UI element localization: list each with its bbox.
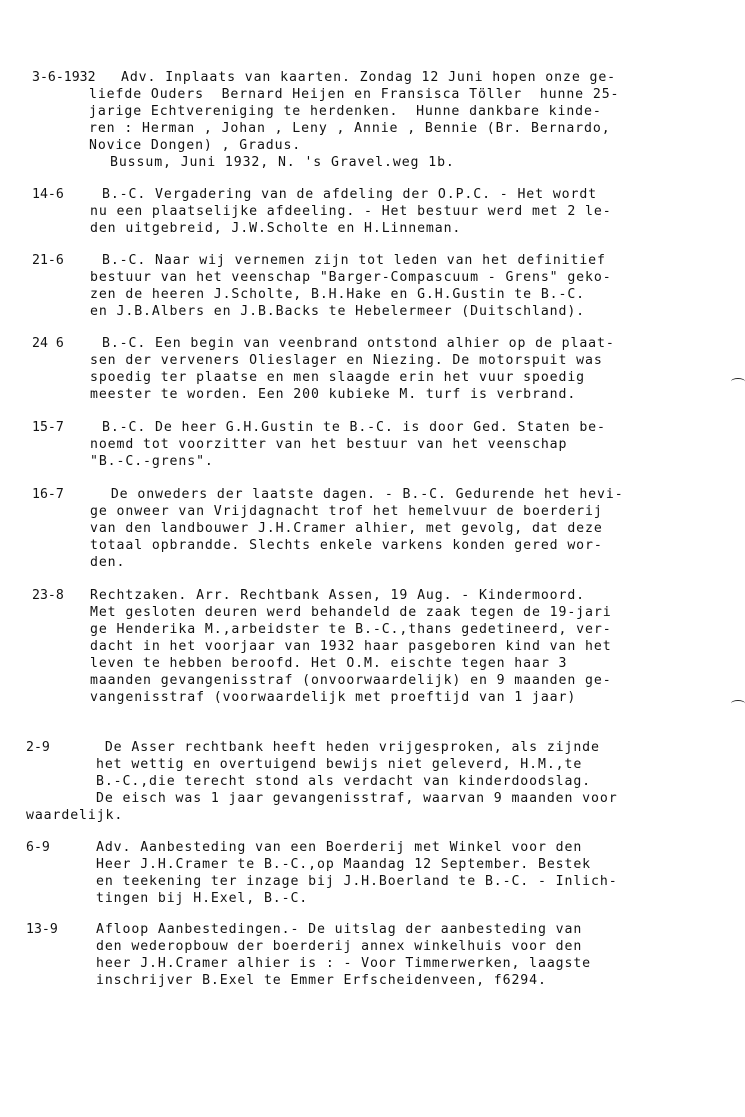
entry-line: De onweders der laatste dagen. - B.-C. Gedurende het hevi-	[102, 487, 624, 502]
entry-line: nu een plaatselijke afdeeling. - Het bestuur werd met 2 le-	[90, 204, 612, 219]
entry-line: leven te hebben beroofd. Het O.M. eischte tegen haar 3	[90, 656, 568, 671]
entry-line: Bussum, Juni 1932, N. 's Gravel.weg 1b.	[110, 155, 455, 170]
margin-mark	[731, 378, 745, 385]
entry-line: en teekening ter inzage bij J.H.Boerland te B.-C. - Inlich-	[96, 874, 618, 889]
entry-line: den uitgebreid, J.W.Scholte en H.Linneman.	[90, 221, 462, 236]
entry-date: 2-9	[26, 740, 50, 755]
entry-line: meester te worden. Een 200 kubieke M. turf is verbrand.	[90, 387, 577, 402]
entry-line: Rechtzaken. Arr. Rechtbank Assen, 19 Aug. - Kindermoord.	[90, 588, 586, 603]
entry-line: sen der verveners Olieslager en Niezing. De motorspuit was	[90, 353, 603, 368]
entry-line: maanden gevangenisstraf (onvoorwaardelijk) en 9 maanden ge-	[90, 673, 612, 688]
entry-line: totaal opbrandde. Slechts enkele varkens konden gered wor-	[90, 538, 603, 553]
entry-line: B.-C. De heer G.H.Gustin te B.-C. is door Ged. Staten be-	[102, 420, 606, 435]
entry-date: 13-9	[26, 922, 58, 937]
entry-line: ge onweer van Vrijdagnacht trof het hemelvuur de boerderij	[90, 504, 603, 519]
entry-line: B.-C. Naar wij vernemen zijn tot leden van het definitief	[102, 253, 606, 268]
margin-mark	[731, 700, 745, 707]
entry-line: noemd tot voorzitter van het bestuur van het veenschap	[90, 437, 568, 452]
entry-line: van den landbouwer J.H.Cramer alhier, met gevolg, dat deze	[90, 521, 603, 536]
entry-line: zen de heeren J.Scholte, B.H.Hake en G.H.Gustin te B.-C.	[90, 287, 586, 302]
entry-line: liefde Ouders Bernard Heijen en Fransisca Töller hunne 25-	[89, 87, 620, 102]
entry-line: De Asser rechtbank heeft heden vrijgesproken, als zijnde	[96, 740, 600, 755]
entry-line: bestuur van het veenschap "Barger-Compascuum - Grens" geko-	[90, 270, 612, 285]
entry-line: heer J.H.Cramer alhier is : - Voor Timmerwerken, laagste	[96, 956, 592, 971]
entry-line: B.-C.,die terecht stond als verdacht van kinderdoodslag.	[96, 774, 592, 789]
entry-line: dacht in het voorjaar van 1932 haar pasgeboren kind van het	[90, 639, 612, 654]
entry-line: "B.-C.-grens".	[90, 454, 214, 469]
entry-line: den.	[90, 555, 126, 570]
entry-line: inschrijver B.Exel te Emmer Erfscheidenveen, f6294.	[96, 973, 547, 988]
entry-date: 23-8	[32, 588, 64, 603]
entry-line: B.-C. Vergadering van de afdeling der O.P.C. - Het wordt	[102, 187, 598, 202]
entry-line: en J.B.Albers en J.B.Backs te Hebelermeer (Duitschland).	[90, 304, 586, 319]
entry-date: 14-6	[32, 187, 64, 202]
entry-date: 6-9	[26, 840, 50, 855]
entry-line: ge Henderika M.,arbeidster te B.-C.,thans gedetineerd, ver-	[90, 622, 612, 637]
entry-line: Adv. Aanbesteding van een Boerderij met Winkel voor den	[96, 840, 583, 855]
entry-line: Met gesloten deuren werd behandeld de zaak tegen de 19-jari	[90, 605, 612, 620]
entry-line: Novice Dongen) , Gradus.	[89, 138, 302, 153]
entry-line: vangenisstraf (voorwaardelijk met proeftijd van 1 jaar)	[90, 690, 577, 705]
entry-line: tingen bij H.Exel, B.-C.	[96, 891, 309, 906]
entry-date: 3-6-1932	[32, 70, 96, 85]
entry-line: het wettig en overtuigend bewijs niet geleverd, H.M.,te	[96, 757, 583, 772]
entry-line: ren : Herman , Johan , Leny , Annie , Bennie (Br. Bernardo,	[89, 121, 611, 136]
entry-line: spoedig ter plaatse en men slaagde erin het vuur spoedig	[90, 370, 586, 385]
entry-line: Heer J.H.Cramer te B.-C.,op Maandag 12 September. Bestek	[96, 857, 592, 872]
entry-date: 15-7	[32, 420, 64, 435]
entry-line: waardelijk.	[26, 808, 124, 823]
entry-line: De eisch was 1 jaar gevangenisstraf, waarvan 9 maanden voor	[96, 791, 618, 806]
entry-line: B.-C. Een begin van veenbrand ontstond alhier op de plaat-	[102, 336, 615, 351]
entry-date: 21-6	[32, 253, 64, 268]
entry-line: den wederopbouw der boerderij annex winkelhuis voor den	[96, 939, 583, 954]
entry-line: Afloop Aanbestedingen.- De uitslag der aanbesteding van	[96, 922, 583, 937]
entry-line: jarige Echtvereniging te herdenken. Hunne dankbare kinde-	[89, 104, 602, 119]
entry-line: Adv. Inplaats van kaarten. Zondag 12 Juni hopen onze ge-	[121, 70, 617, 85]
entry-date: 24 6	[32, 336, 64, 351]
entry-date: 16-7	[32, 487, 64, 502]
